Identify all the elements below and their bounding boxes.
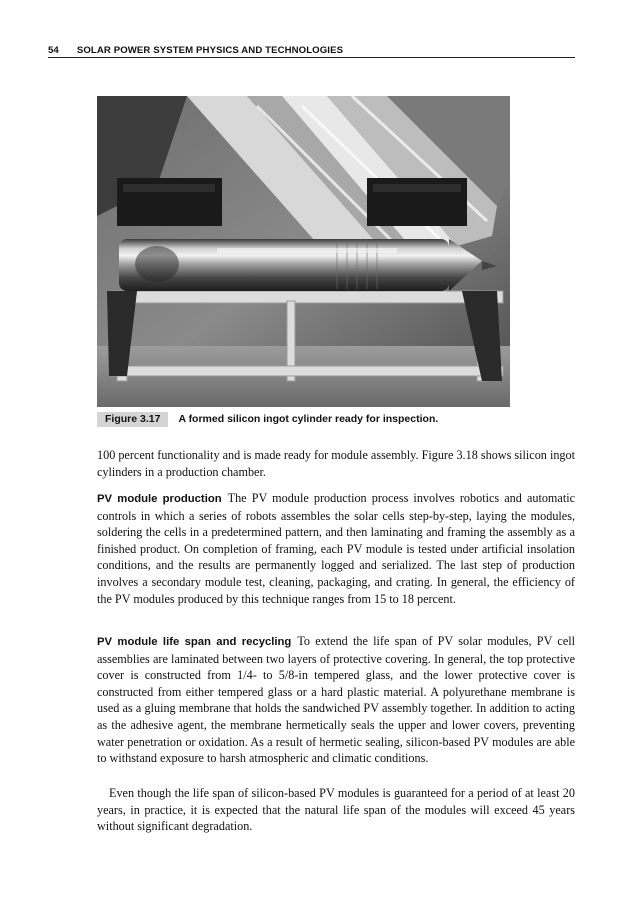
continuation-paragraph: 100 percent functionality and is made ready for module assembly. Figure 3.18 shows silicon ingot cylinders in a production chamber. xyxy=(97,448,575,479)
pv-production-heading: PV module production xyxy=(97,493,222,505)
pv-production-paragraph xyxy=(97,490,575,607)
page-number: 54 xyxy=(48,45,59,56)
figure-caption xyxy=(97,412,527,428)
life-span-paragraph xyxy=(97,633,575,767)
silicon-ingot-photo xyxy=(97,96,510,407)
header-rule xyxy=(48,57,575,58)
running-head xyxy=(48,45,575,56)
figure-caption-text: A formed silicon ingot cylinder ready for inspection. xyxy=(178,413,439,425)
figure-label: Figure 3.17 xyxy=(97,412,168,427)
figure-photo-silicon-ingot xyxy=(97,96,510,407)
running-head-title: SOLAR POWER SYSTEM PHYSICS AND TECHNOLOGIES xyxy=(76,45,344,56)
life-span-text: To extend the life span of PV solar modules, PV cell assemblies are laminated between two layers of protective covering. In general, the top protective cover is constructed from 1/4- to 5/8-in tempered glass, and the lower protective cover is constructed from either tempered glass or a hard plastic material. A polyurethane membrane is used as a gluing membrane that holds the sandwiched PV assembly together. In addition to acting as the adhesive agent, the membrane hermetically seals the upper and lower covers, preventing water penetration or oxidation. As a result of hermetic sealing, silicon-based PV modules are able to withstand exposure to harsh atmospheric and climatic conditions. xyxy=(97,634,576,766)
closing-paragraph: Even though the life span of silicon-based PV modules is guaranteed for a period of at least 20 years, in practice, it is expected that the natural life span of the modules will exceed 45 years without significant degradation. xyxy=(97,786,575,834)
pv-production-text: The PV module production process involves robotics and automatic controls in which a series of robots assembles the solar cells step-by-step, laying the modules, soldering the cells in a predetermined pattern, and then laminating and framing the assembly as a finished product. On completion of framing, each PV module is tested under artificial insolation conditions, and the results are permanently logged and serialized. The last step of production involves a secondary module test, cleaning, packaging, and crating. In general, the efficiency of the PV modules produced by this technique ranges from 15 to 18 percent. xyxy=(97,491,575,606)
life-span-heading: PV module life span and recycling xyxy=(97,636,292,648)
